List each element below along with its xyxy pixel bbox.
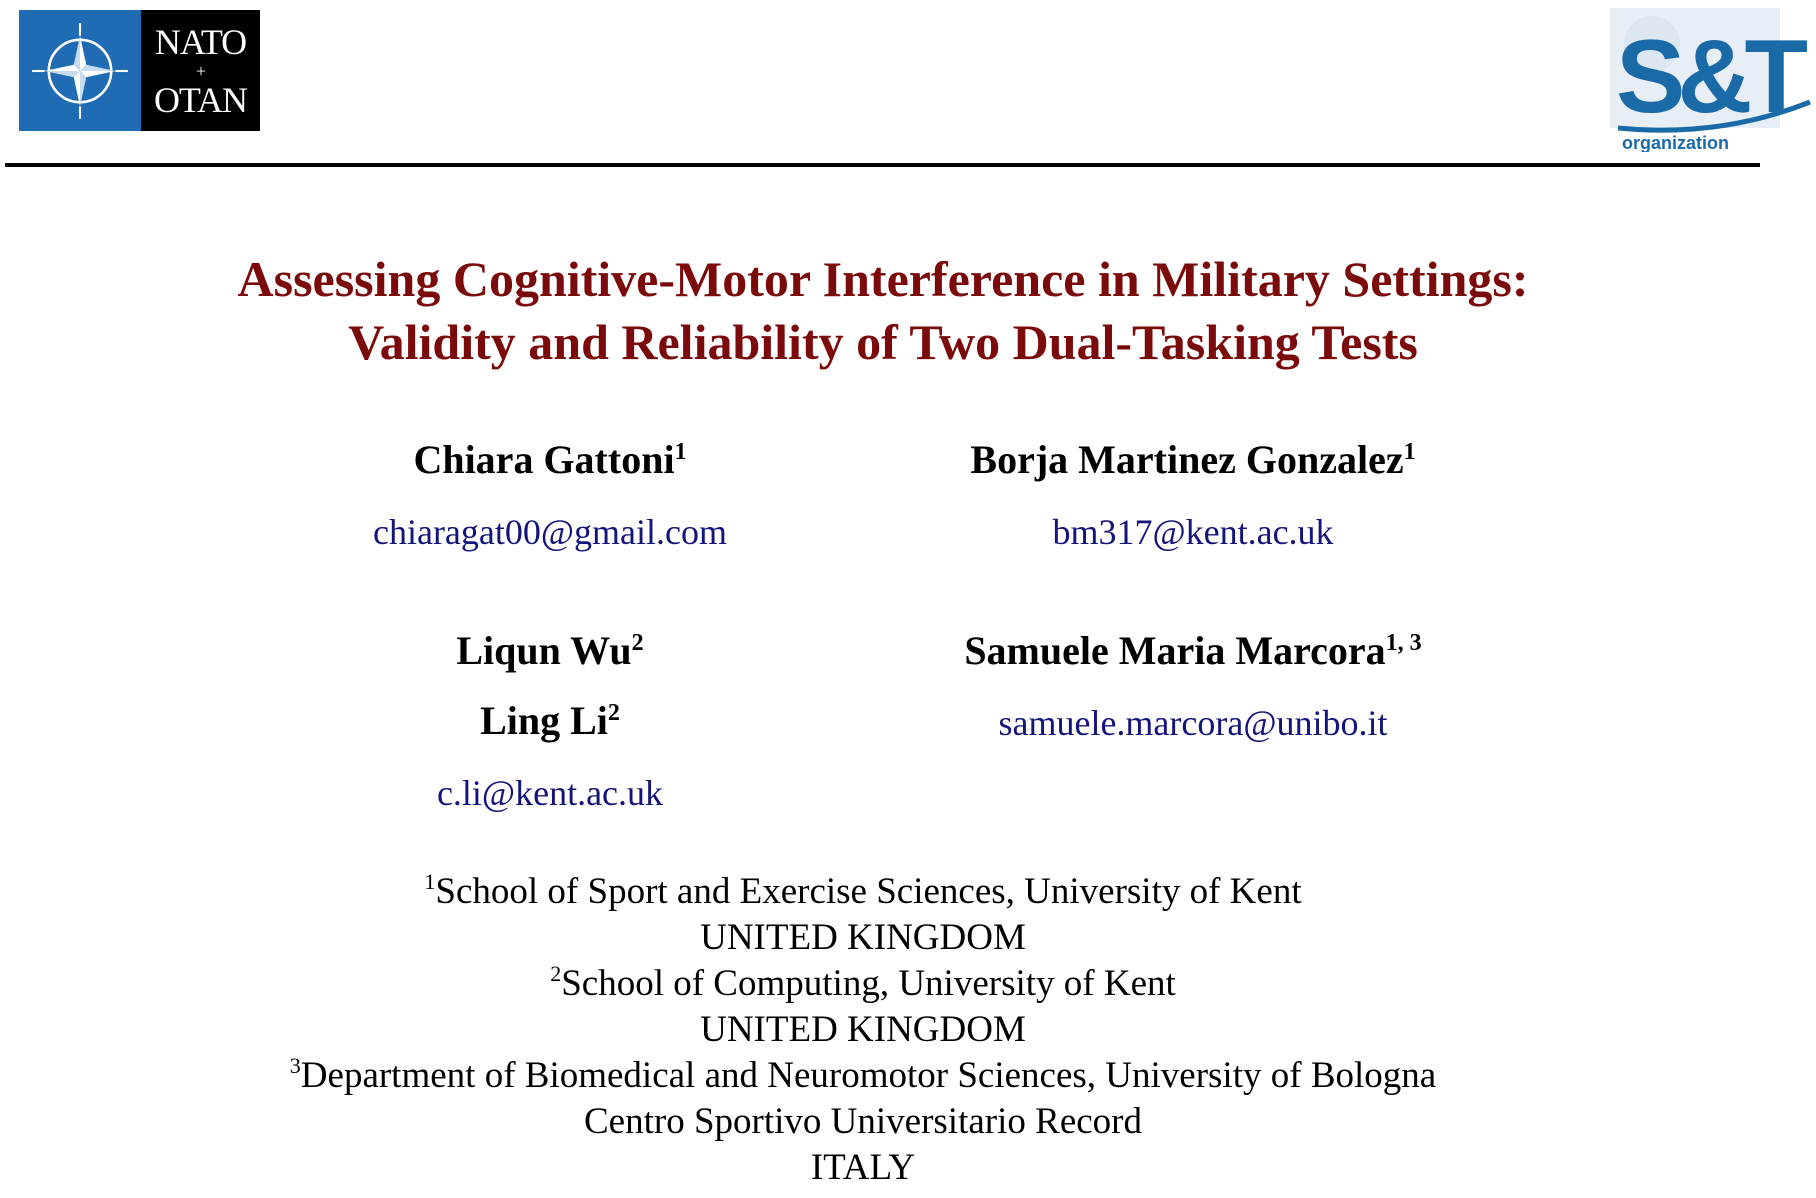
affiliation-text: UNITED KINGDOM: [700, 917, 1026, 958]
author-name: Chiara Gattoni$^1$: [413, 437, 687, 482]
affiliation-text: Department of Biomedical and Neuromotor Sciences, University of Bologna: [300, 1055, 1437, 1096]
author-name: Samuele Maria Marcora$^{1, 3}$: [964, 628, 1422, 673]
author-email[interactable]: chiaragat00@gmail.com: [372, 512, 728, 552]
svg-text:organization: organization: [1622, 133, 1729, 152]
paper-title: [0, 248, 1766, 374]
affiliation-number: 1: [424, 869, 436, 894]
otan-logo-text: OTAN: [153, 79, 248, 120]
affiliation-line: [0, 961, 1726, 1007]
title-line-1: Assessing Cognitive-Motor Interference in Military Settings:: [237, 251, 1529, 307]
nato-logo-wordmark: [141, 10, 260, 131]
affiliation-text: ITALY: [810, 1147, 916, 1188]
affiliation-marker: 1, 3: [1385, 630, 1422, 656]
affiliation-line: [0, 1145, 1726, 1191]
affiliation-text: School of Sport and Exercise Sciences, University of Kent: [435, 871, 1302, 912]
affiliation-number: 3: [289, 1053, 301, 1078]
affiliations: [0, 869, 1726, 1191]
author-name: Borja Martinez Gonzalez$^1$: [970, 437, 1416, 482]
affiliation-line: [0, 869, 1726, 915]
nato-logo-text: NATO: [154, 21, 247, 62]
affiliation-text: School of Computing, University of Kent: [561, 963, 1176, 1004]
author-block-gattoni: [302, 436, 798, 553]
affiliation-text: Centro Sportivo Universitario Record: [584, 1101, 1142, 1142]
author-block-wu-li: [302, 627, 798, 814]
affiliation-marker: 2: [607, 700, 620, 726]
affiliation-marker: 1: [1403, 439, 1416, 465]
author-email[interactable]: bm317@kent.ac.uk: [1052, 512, 1334, 552]
affiliation-line: [0, 915, 1726, 961]
affiliation-marker: 2: [631, 630, 644, 656]
affiliation-text: UNITED KINGDOM: [700, 1009, 1026, 1050]
affiliation-line: [0, 1053, 1726, 1099]
header-rule: [5, 163, 1760, 167]
author-block-marcora: [933, 627, 1453, 744]
author-email[interactable]: c.li@kent.ac.uk: [436, 773, 664, 813]
nato-logo-separator: +: [195, 60, 206, 81]
title-line-2: Validity and Reliability of Two Dual-Tasking Tests: [348, 314, 1418, 370]
st-organization-logo: [1610, 6, 1816, 152]
affiliation-line: [0, 1099, 1726, 1145]
nato-compass-star-icon: [19, 10, 141, 131]
author-name: Liqun Wu$^2$: [456, 628, 644, 673]
affiliation-number: 2: [550, 961, 562, 986]
affiliation-marker: 1: [674, 439, 687, 465]
svg-text:S&T: S&T: [1616, 19, 1800, 135]
author-name: Ling Li$^2$: [480, 698, 620, 743]
affiliation-line: [0, 1007, 1726, 1053]
author-email[interactable]: samuele.marcora@unibo.it: [998, 703, 1388, 743]
nato-otan-logo: [19, 10, 260, 131]
author-block-martinez-gonzalez: [933, 436, 1453, 553]
